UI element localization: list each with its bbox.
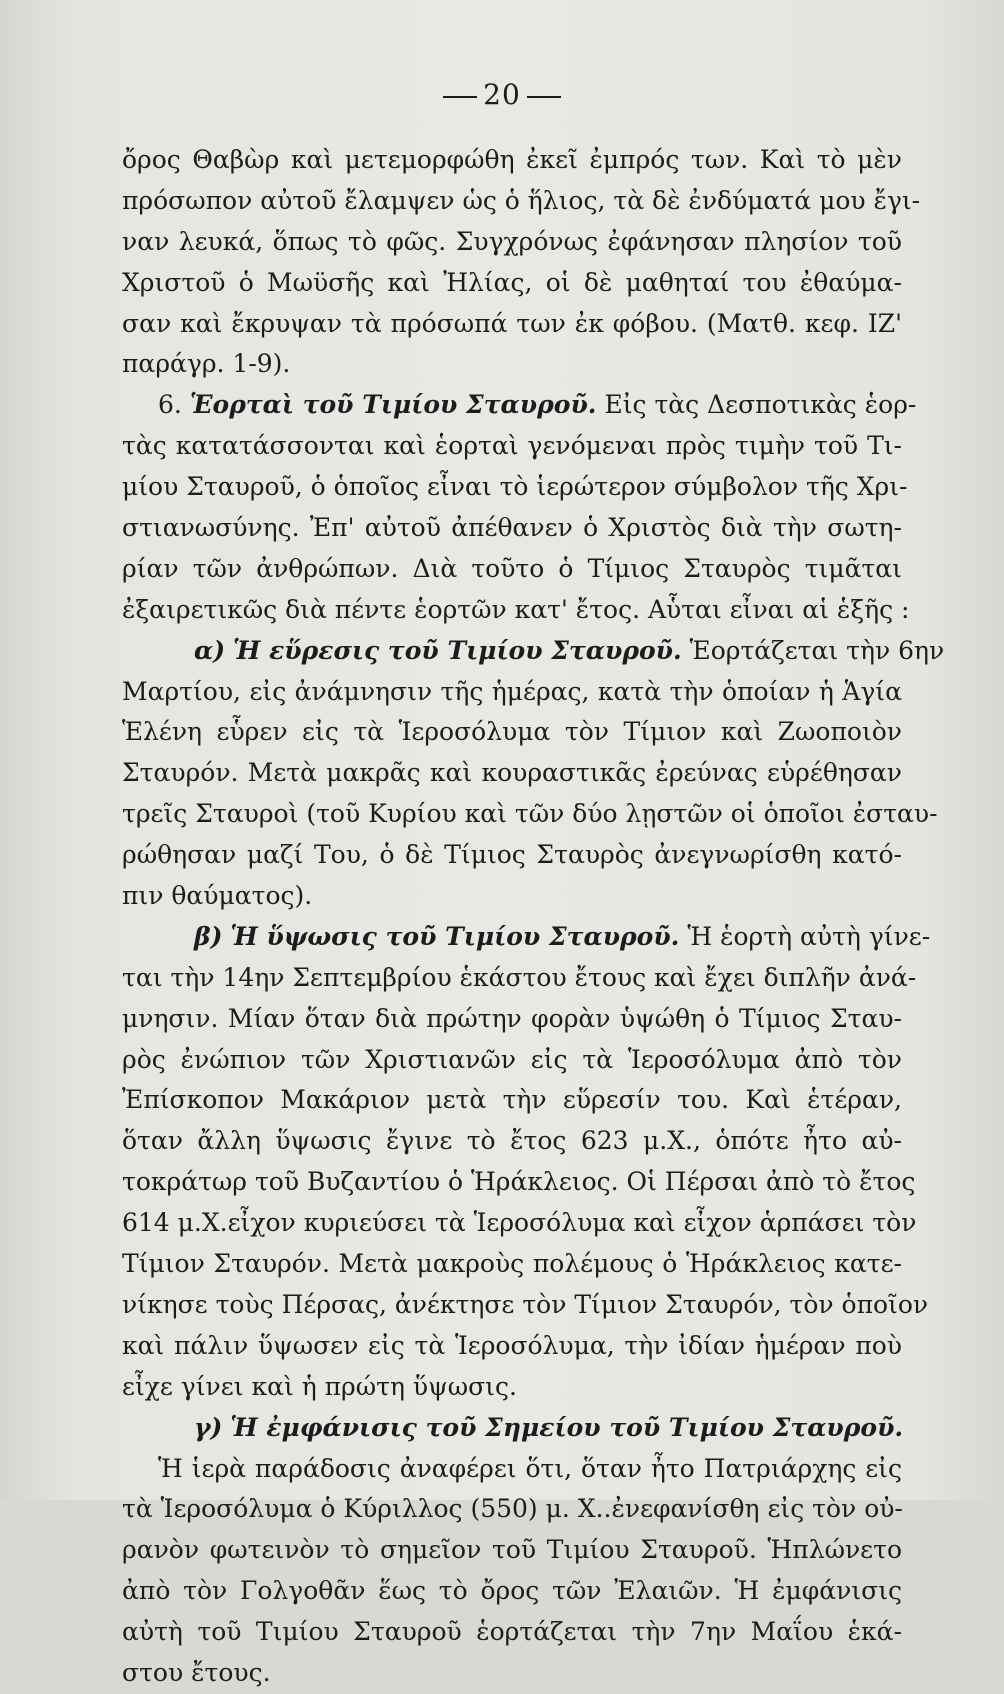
text-line: Μαρτίου, εἰς ἀνάμνησιν τῆς ἡμέρας, κατὰ τὴν ὁποίαν ἡ Ἁγία: [122, 676, 902, 706]
text-line: ρώθησαν μαζί Του, ὁ δὲ Τίμιος Σταυρὸς ἀνεγνωρίσθη κατό-: [122, 840, 902, 870]
subsection-heading: Ἡ ἐμφάνισις τοῦ Σημείου τοῦ Τιμίου Σταυροῦ.: [230, 1412, 904, 1442]
subsection-heading: Ἡ ὕψωσις τοῦ Τιμίου Σταυροῦ.: [230, 921, 680, 951]
text-line: καὶ πάλιν ὕψωσεν εἰς τὰ Ἱεροσόλυμα, τὴν ἰδίαν ἡμέραν ποὺ: [122, 1330, 902, 1360]
subsection-b-heading-line: [122, 917, 931, 958]
text-line: τὰς κατατάσσονται καὶ ἑορταὶ γενόμεναι πρὸς τιμὴν τοῦ Τι-: [122, 431, 902, 461]
subsection-label: β): [194, 921, 223, 951]
page-number-left-dash: [443, 96, 477, 98]
page-number-value: 20: [483, 78, 521, 111]
subsection-heading-rest: Ἡ ἑορτὴ αὐτὴ γίνε-: [687, 921, 931, 951]
subsection-label: γ): [194, 1412, 223, 1442]
text-line: Ἐπίσκοπον Μακάριον μετὰ τὴν εὕρεσίν του. Καὶ ἑτέραν,: [122, 1085, 902, 1115]
body-text: [122, 140, 945, 1694]
text-line: εἶχε γίνει καὶ ἡ πρώτη ὕψωσις.: [122, 1371, 517, 1401]
text-line: νίκησε τοὺς Πέρσας, ἀνέκτησε τὸν Τίμιον Σταυρόν, τὸν ὁποῖον: [122, 1289, 929, 1319]
text-line: στιανωσύνης. Ἐπ' αὐτοῦ ἀπέθανεν ὁ Χριστὸς διὰ τὴν σωτη-: [122, 513, 902, 543]
text-line: τὰ Ἱεροσόλυμα ὁ Κύριλλος (550) μ. Χ..ἐνεφανίσθη εἰς τὸν οὐ-: [122, 1494, 903, 1524]
text-line: Τίμιον Σταυρόν. Μετὰ μακροὺς πολέμους ὁ Ἡράκλειος κατε-: [122, 1249, 902, 1279]
text-line: σαν καὶ ἔκρυψαν τὰ πρόσωπά των ἐκ φόβου. (Ματθ. κεφ. ΙΖ': [122, 308, 902, 338]
section-heading: Ἑορταὶ τοῦ Τιμίου Σταυροῦ.: [189, 390, 597, 420]
text-line: ρίαν τῶν ἀνθρώπων. Διὰ τοῦτο ὁ Τίμιος Σταυρὸς τιμᾶται: [122, 553, 902, 583]
text-line: ρανὸν φωτεινὸν τὸ σημεῖον τοῦ Τιμίου Σταυροῦ. Ἡπλώνετο: [122, 1535, 902, 1565]
text-line: Ἑλένη εὗρεν εἰς τὰ Ἱεροσόλυμα τὸν Τίμιον καὶ Ζωοποιὸν: [122, 717, 902, 747]
text-line: μίου Σταυροῦ, ὁ ὁποῖος εἶναι τὸ ἱερώτερον σύμβολον τῆς Χρι-: [122, 472, 908, 502]
page-number: [0, 78, 1004, 111]
text-line: στου ἔτους.: [122, 1657, 271, 1687]
text-line: 614 μ.Χ.εἶχον κυριεύσει τὰ Ἱεροσόλυμα καὶ εἶχον ἁρπάσει τὸν: [122, 1208, 917, 1238]
text-line: πρόσωπον αὐτοῦ ἔλαμψεν ὡς ὁ ἥλιος, τὰ δὲ ἐνδύματά μου ἔγι-: [122, 185, 921, 215]
subsection-heading-rest: Ἑορτάζεται τὴν 6ην: [689, 635, 945, 665]
text-line: ναν λευκά, ὅπως τὸ φῶς. Συγχρόνως ἐφάνησαν πλησίον τοῦ: [122, 226, 902, 256]
text-line: ὄρος Θαβὼρ καὶ μετεμορφώθη ἐκεῖ ἐμπρός των. Καὶ τὸ μὲν: [122, 145, 902, 174]
section-number: 6.: [158, 390, 182, 420]
subsection-c-heading-line: [122, 1408, 902, 1449]
text-line: ἀπὸ τὸν Γολγοθᾶν ἕως τὸ ὄρος τῶν Ἐλαιῶν. Ἡ ἐμφάνισις: [122, 1576, 902, 1606]
text-line: πιν θαύματος).: [122, 881, 313, 911]
text-line: τοκράτωρ τοῦ Βυζαντίου ὁ Ἡράκλειος. Οἱ Πέρσαι ἀπὸ τὸ ἔτος: [122, 1167, 916, 1197]
text-line: αὐτὴ τοῦ Τιμίου Σταυροῦ ἑορτάζεται τὴν 7ην Μαΐου ἑκά-: [122, 1617, 902, 1647]
subsection-heading: Ἡ εὕρεσις τοῦ Τιμίου Σταυροῦ.: [233, 635, 682, 665]
section-6-heading-line: [122, 385, 917, 426]
text-line: Ἡ ἱερὰ παράδοσις ἀναφέρει ὅτι, ὅταν ἦτο Πατριάρχης εἰς: [158, 1453, 902, 1483]
page-number-right-dash: [527, 96, 561, 98]
text-line: ἐξαιρετικῶς διὰ πέντε ἑορτῶν κατ' ἔτος. Αὗται εἶναι αἱ ἑξῆς :: [122, 594, 910, 624]
text-line: τρεῖς Σταυροὶ (τοῦ Κυρίου καὶ τῶν δύο λῃστῶν οἱ ὁποῖοι ἐσταυ-: [122, 799, 938, 829]
section-heading-rest: Εἰς τὰς Δεσποτικὰς ἑορ-: [604, 390, 917, 420]
text-line: Χριστοῦ ὁ Μωϋσῆς καὶ Ἠλίας, οἱ δὲ μαθηταί του ἐθαύμα-: [122, 267, 902, 297]
text-line: μνησιν. Μίαν ὅταν διὰ πρώτην φορὰν ὑψώθη ὁ Τίμιος Σταυ-: [122, 1003, 902, 1033]
text-line: ὅταν ἄλλη ὕψωσις ἔγινε τὸ ἔτος 623 μ.Χ., ὁπότε ἦτο αὐ-: [122, 1126, 902, 1156]
text-line: ρὸς ἐνώπιον τῶν Χριστιανῶν εἰς τὰ Ἱεροσόλυμα ἀπὸ τὸν: [122, 1044, 902, 1074]
subsection-label: α): [194, 635, 226, 665]
text-line: Σταυρόν. Μετὰ μακρᾶς καὶ κουραστικᾶς ἐρεύνας εὑρέθησαν: [122, 758, 902, 788]
subsection-a-heading-line: [122, 631, 945, 672]
text-line: ται τὴν 14ην Σεπτεμβρίου ἑκάστου ἔτους καὶ ἔχει διπλῆν ἀνά-: [122, 962, 917, 992]
text-line: παράγρ. 1-9).: [122, 349, 291, 379]
